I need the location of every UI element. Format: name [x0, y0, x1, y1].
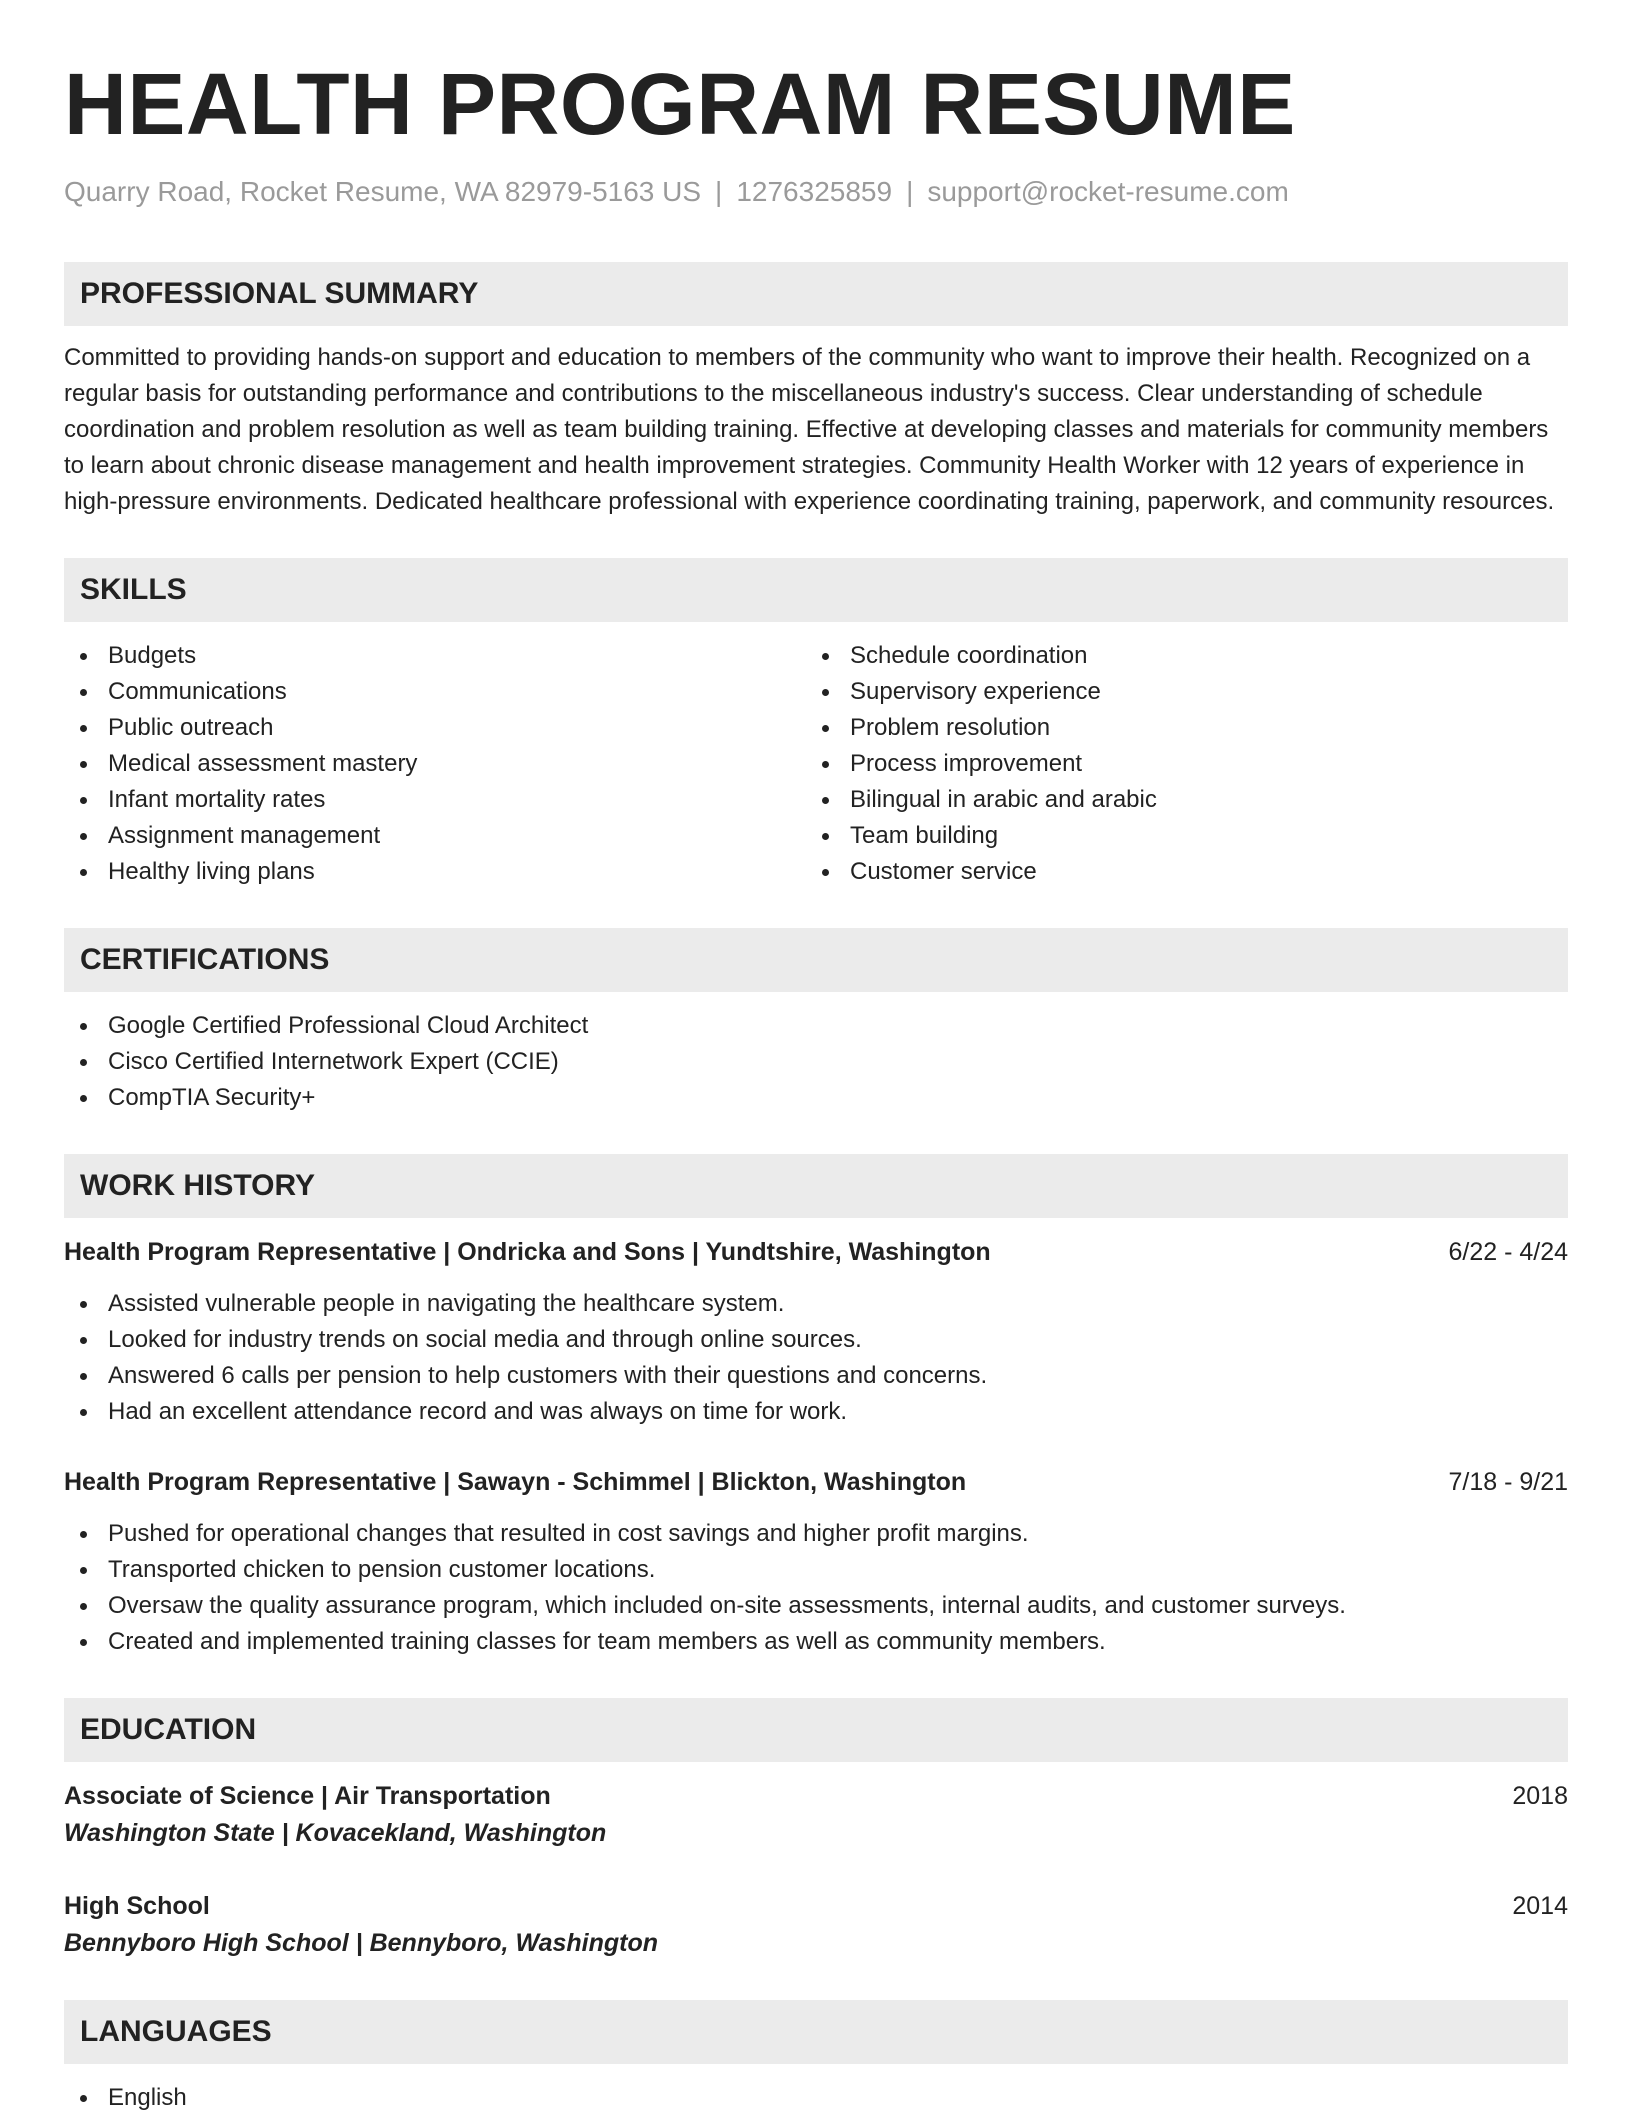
skill-item: Schedule coordination	[806, 638, 1548, 674]
job-bullet: Created and implemented training classes for team members as well as community members.	[64, 1624, 1568, 1660]
education-entry	[64, 1888, 1568, 1962]
job-bullet: Answered 6 calls per pension to help customers with their questions and concerns.	[64, 1358, 1568, 1394]
contact-address: Quarry Road, Rocket Resume, WA 82979-5163 US	[64, 176, 702, 207]
job-bullet: Looked for industry trends on social media and through online sources.	[64, 1322, 1568, 1358]
skill-item: Communications	[64, 674, 806, 710]
contact-separator: |	[906, 176, 914, 207]
skill-item: Public outreach	[64, 710, 806, 746]
certification-item: Cisco Certified Internetwork Expert (CCIE)	[64, 1044, 1568, 1080]
section-heading-education: EDUCATION	[64, 1698, 1568, 1762]
job-bullet: Assisted vulnerable people in navigating the healthcare system.	[64, 1286, 1568, 1322]
education-degree: High School	[64, 1892, 210, 1920]
skill-item: Problem resolution	[806, 710, 1548, 746]
contact-email: support@rocket-resume.com	[927, 176, 1289, 207]
section-heading-languages: LANGUAGES	[64, 2000, 1568, 2064]
education-header	[64, 1888, 1568, 1924]
section-heading-skills: SKILLS	[64, 558, 1568, 622]
languages-list	[64, 2080, 1568, 2116]
language-item: English	[64, 2080, 1568, 2116]
certification-item: Google Certified Professional Cloud Architect	[64, 1008, 1568, 1044]
job-entry	[64, 1464, 1568, 1660]
skill-item: Infant mortality rates	[64, 782, 806, 818]
certifications-list	[64, 1008, 1568, 1116]
education-entry	[64, 1778, 1568, 1852]
job-bullet: Had an excellent attendance record and was always on time for work.	[64, 1394, 1568, 1430]
summary-text: Committed to providing hands-on support and education to members of the community who want to improve their health. Recognized on a regular basis for outstanding performance and contributions to the miscellaneous industry's success. Clear understanding of schedule coordination and problem resolution as well as team building training. Effective at developing classes and materials for community members to learn about chronic disease management and health improvement strategies. Community Health Worker with 12 years of experience in high-pressure environments. Dedicated healthcare professional with experience coordinating training, paperwork, and community resources.	[64, 344, 1555, 515]
skill-item: Team building	[806, 818, 1548, 854]
skill-item: Medical assessment mastery	[64, 746, 806, 782]
education-year: 2018	[1512, 1782, 1568, 1810]
job-dates: 7/18 - 9/21	[1448, 1468, 1568, 1496]
skill-item: Supervisory experience	[806, 674, 1548, 710]
resume-title: HEALTH PROGRAM RESUME	[64, 56, 1296, 153]
job-bullet: Oversaw the quality assurance program, which included on-site assessments, internal audits, and customer surveys.	[64, 1588, 1568, 1624]
work-history-section	[64, 1154, 1568, 1660]
certification-item: CompTIA Security+	[64, 1080, 1568, 1116]
education-year: 2014	[1512, 1892, 1568, 1920]
languages-section	[64, 2000, 1568, 2116]
summary-section	[64, 262, 1568, 520]
skills-list-right	[806, 638, 1548, 890]
job-bullet: Transported chicken to pension customer locations.	[64, 1552, 1568, 1588]
skill-item: Assignment management	[64, 818, 806, 854]
job-bullets	[64, 1286, 1568, 1430]
section-heading-summary: PROFESSIONAL SUMMARY	[64, 262, 1568, 326]
job-header	[64, 1464, 1568, 1500]
skills-grid	[64, 638, 1568, 890]
job-bullets	[64, 1516, 1568, 1660]
job-title: Health Program Representative | Sawayn - Schimmel | Blickton, Washington	[64, 1468, 967, 1496]
job-header	[64, 1234, 1568, 1270]
education-header	[64, 1778, 1568, 1814]
education-school: Washington State | Kovacekland, Washington	[64, 1819, 607, 1847]
job-entry	[64, 1234, 1568, 1430]
section-heading-certifications: CERTIFICATIONS	[64, 928, 1568, 992]
section-heading-work-history: WORK HISTORY	[64, 1154, 1568, 1218]
contact-separator: |	[715, 176, 723, 207]
skill-item: Process improvement	[806, 746, 1548, 782]
skills-list-left	[64, 638, 806, 890]
skill-item: Healthy living plans	[64, 854, 806, 890]
contact-line	[64, 172, 1568, 212]
skill-item: Budgets	[64, 638, 806, 674]
education-school: Bennyboro High School | Bennyboro, Washington	[64, 1929, 659, 1957]
job-dates: 6/22 - 4/24	[1448, 1238, 1568, 1266]
skill-item: Bilingual in arabic and arabic	[806, 782, 1548, 818]
skills-section	[64, 558, 1568, 890]
job-bullet: Pushed for operational changes that resulted in cost savings and higher profit margins.	[64, 1516, 1568, 1552]
education-degree: Associate of Science | Air Transportation	[64, 1782, 551, 1810]
skill-item: Customer service	[806, 854, 1548, 890]
certifications-section	[64, 928, 1568, 1116]
contact-phone: 1276325859	[736, 176, 893, 207]
education-section	[64, 1698, 1568, 1962]
job-title: Health Program Representative | Ondricka and Sons | Yundtshire, Washington	[64, 1238, 991, 1266]
